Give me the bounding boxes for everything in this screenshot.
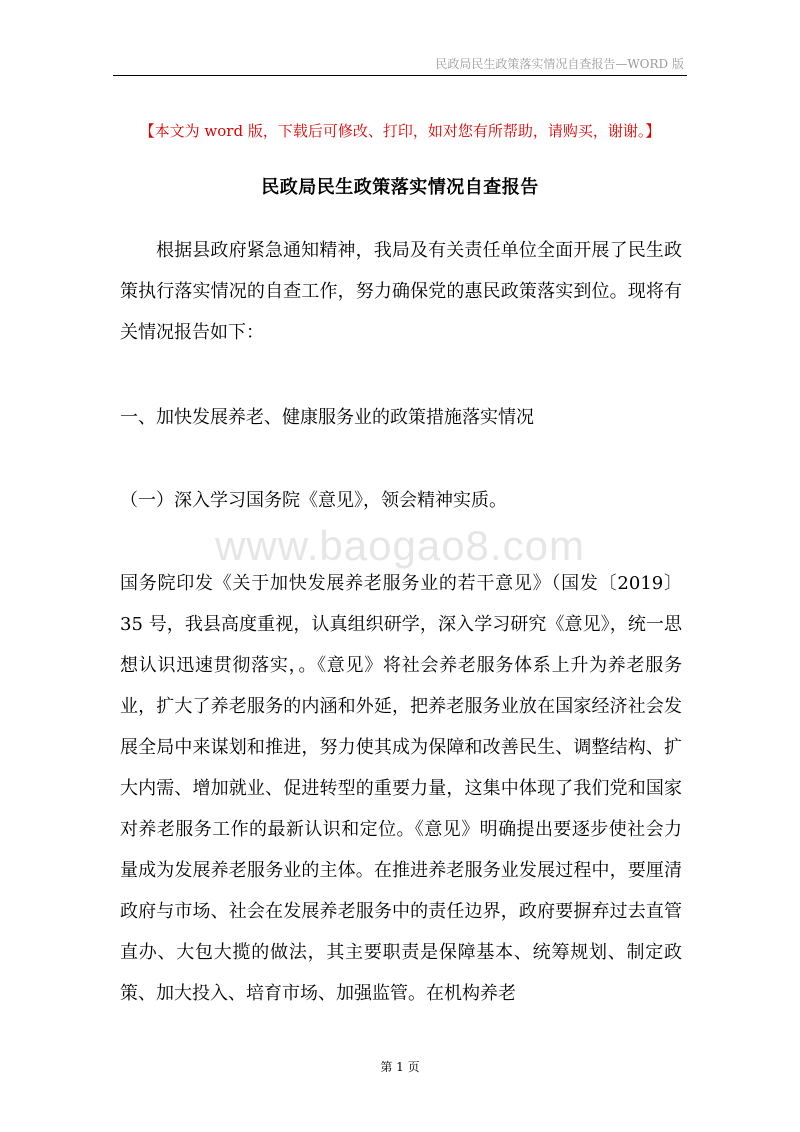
page-number: 第 1 页 (380, 1060, 420, 1074)
document-title: 民政局民生政策落实情况自查报告 (261, 177, 539, 198)
subsection-heading-1: （一）深入学习国务院《意见》，领会精神实质。 (120, 490, 507, 511)
intro-paragraph: 根据县政府紧急通知精神，我局及有关责任单位全面开展了民生政策执行落实情况的自查工作，努力确保党的惠民政策落实到位。现将有关情况报告如下： (120, 240, 682, 343)
running-header: 民政局民生政策落实情况自查报告—WORD 版 (435, 57, 684, 71)
header-divider (113, 75, 687, 76)
site-watermark: www.baogao8.com (215, 522, 585, 569)
section-heading-1: 一、加快发展养老、健康服务业的政策措施落实情况 (120, 407, 534, 428)
purchase-notice: 【本文为 word 版，下载后可修改、打印，如对您有所帮助，请购买，谢谢。】 (139, 122, 661, 140)
body-paragraph-1: 国务院印发《关于加快发展养老服务业的若干意见》（国发〔2019〕35 号，我县高度重视，认真组织研学，深入学习研究《意见》，统一思想认识迅速贯彻落实，。《意见》将社会养老服务体系上升为养老服务业，扩大了养老服务的内涵和外延，把养老服务业放在国家经济社会发展全局中来谋划和推进，努力使其成为保障和改善民生、调整结构、扩大内需、增加就业、促进转型的重要力量，这集中体现了我们党和国家对养老服务工作的最新认识和定位。《意见》明确提出要逐步使社会力量成为发展养老服务业的主体。在推进养老服务业发展过程中，要厘清政府与市场、社会在发展养老服务中的责任边界，政府要摒弃过去直管直办、大包大揽的做法，其主要职责是保障基本、统筹规划、制定政策、加大投入、培育市场、加强监管。在机构养老 (120, 573, 682, 1004)
